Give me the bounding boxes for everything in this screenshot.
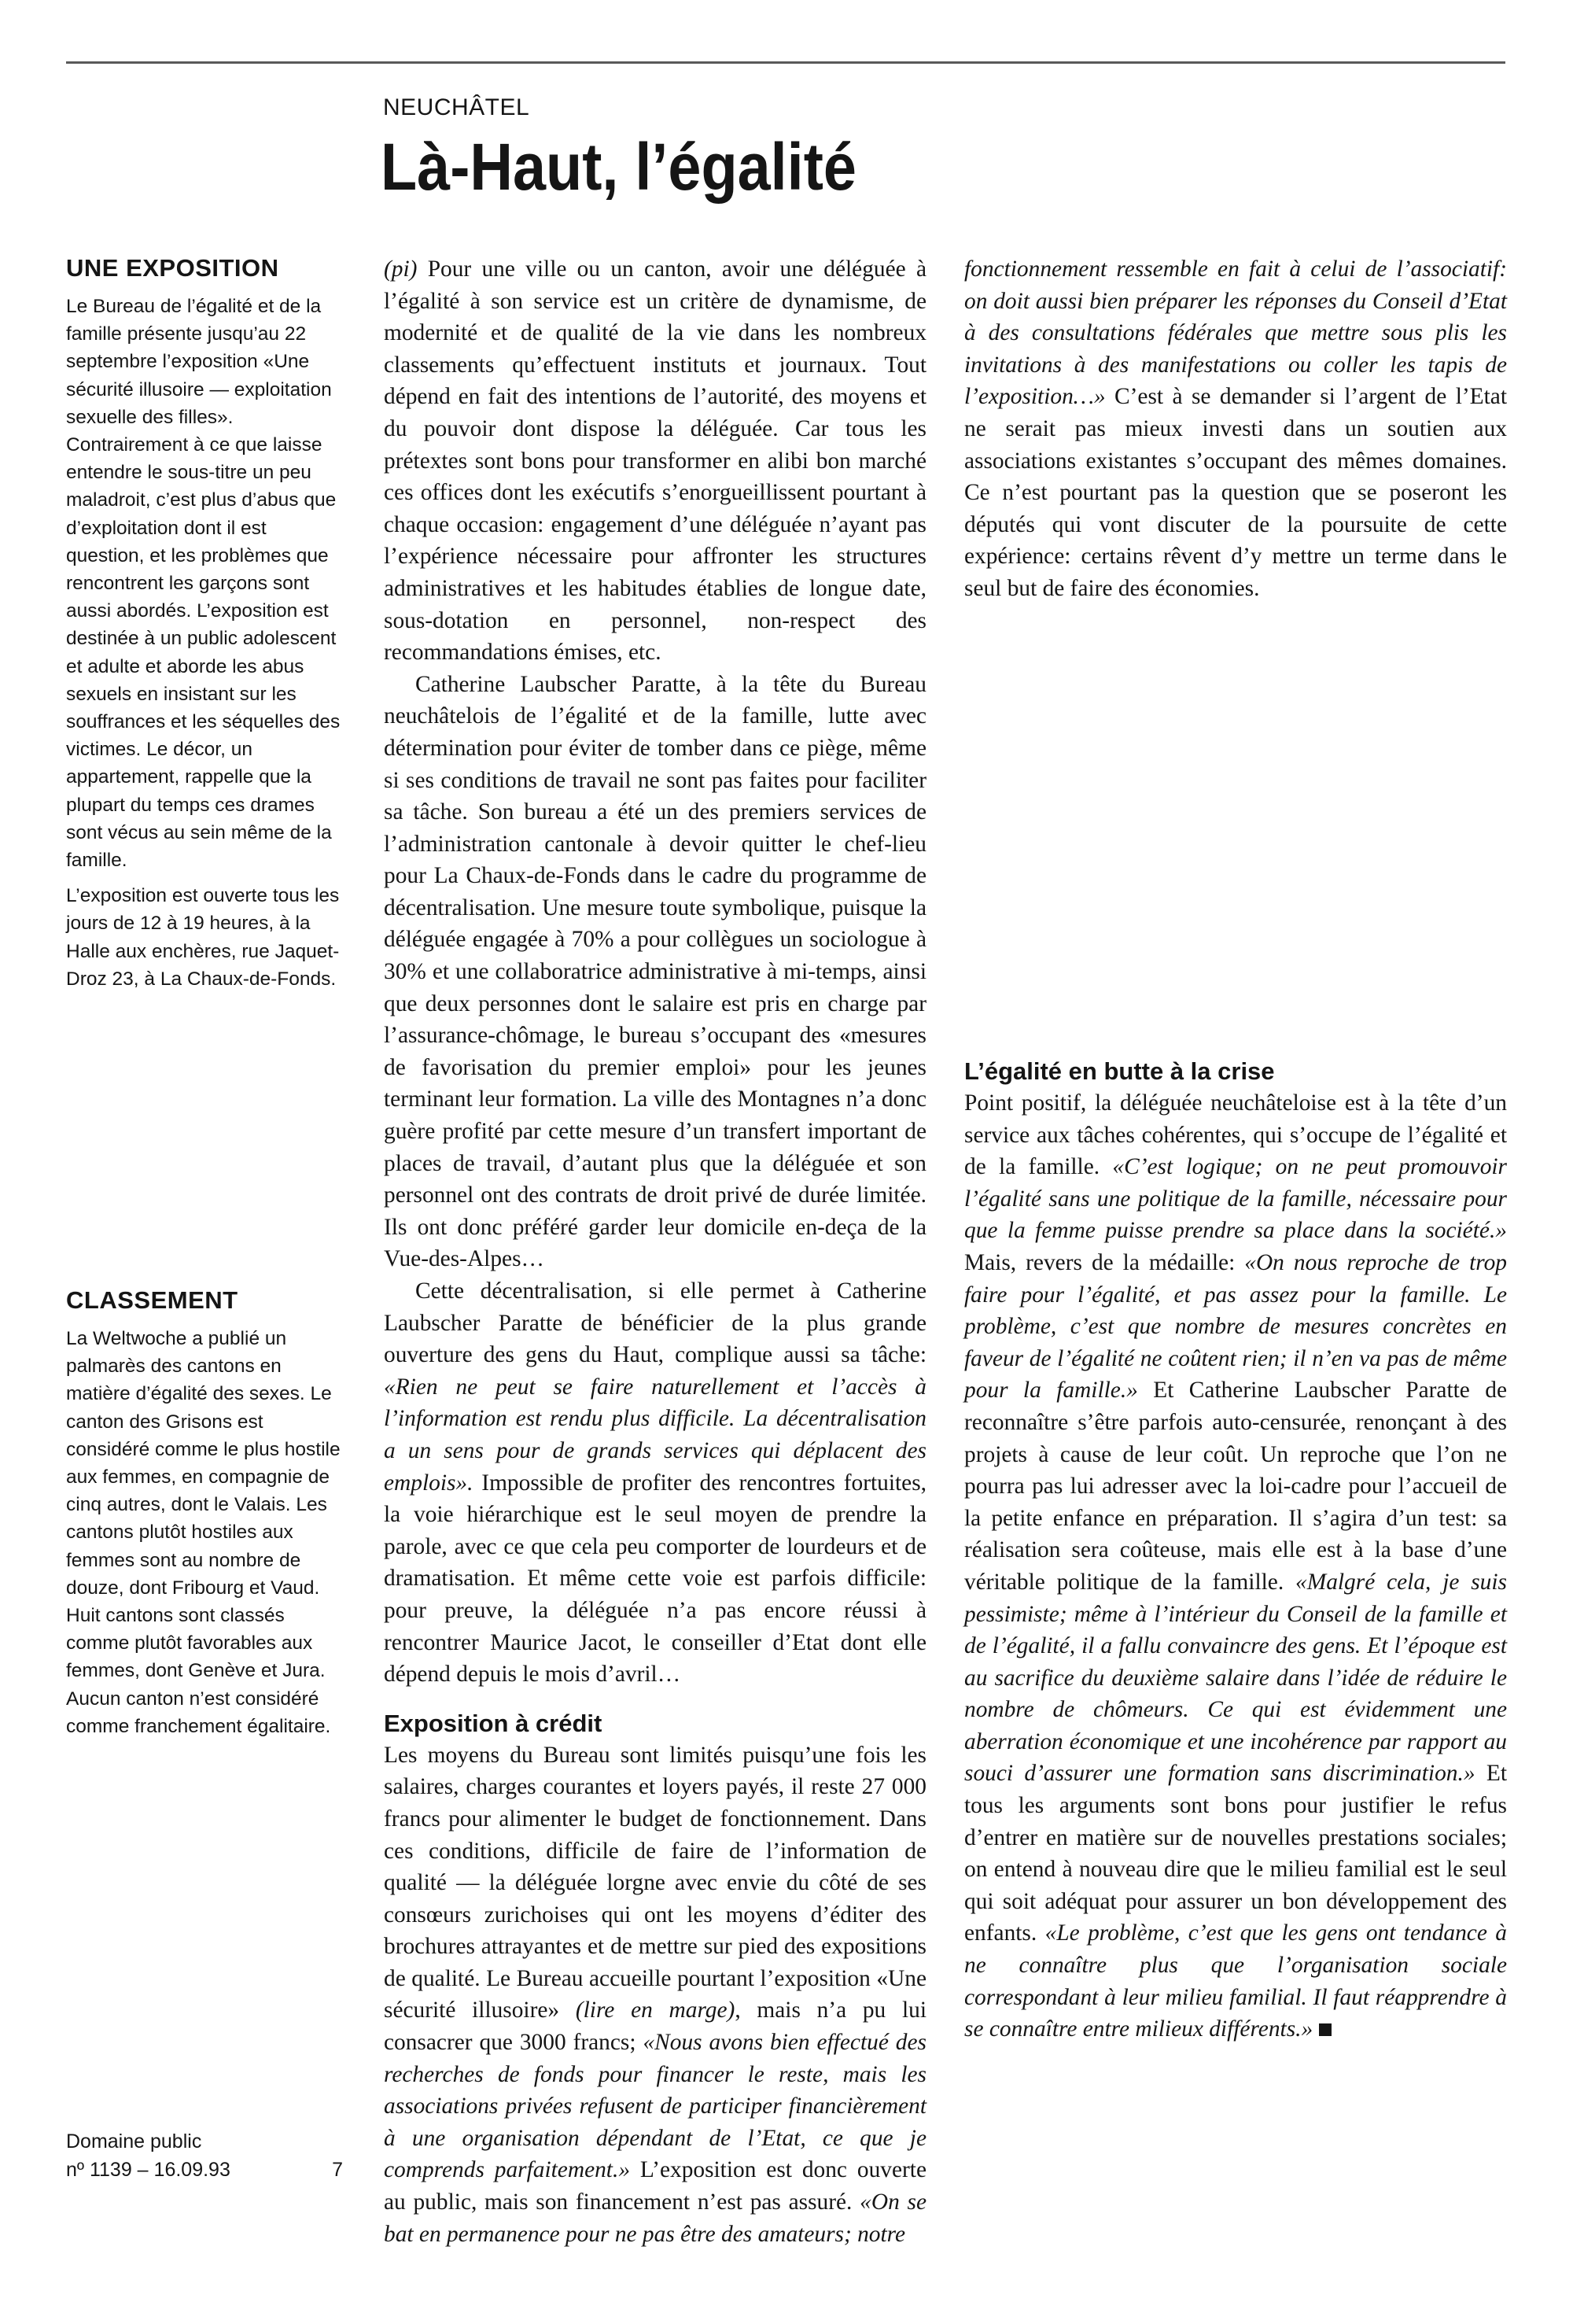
sidebar-classement-text: La Weltwoche a publié un palmarès des cantons en matière d’égalité des sexes. Le canton des Grisons est considéré comme le plus hostile aux femmes, en compagnie de cinq autres, dont le Valais. Les cantons plutôt hostiles aux femmes sont au nombre de douze, dont Fribourg et Vaud. Huit cantons sont classés comme plutôt favorables aux femmes, dont Genève et Jura. Aucun canton n’est considéré comme franchement égalitaire.: [66, 1328, 341, 1737]
article-paragraph-continued: fonctionnement ressemble en fait à celui de l’associatif: on doit aussi bien préparer les réponses du Conseil d’Etat à des consultations fédérales que mettre sous plis les invitations à des manifestations ou coller les tapis de l’exposition…» C’est à se demander si l’argent de l’Etat ne serait pas mieux investi dans un soutien aux associations existantes s’occupant des mêmes domaines. Ce n’est pourtant pas la question que se poseront les députés qui vont discuter de la poursuite de cette expérience: certains rêvent d’y mettre un terme dans le seul but de faire des économies.: [964, 256, 1507, 601]
article-paragraph: Cette décentralisation, si elle permet à Catherine Laubscher Paratte de bénéficier de la plus grande ouverture des gens du Haut, complique aussi sa tâche: «Rien ne peut se faire naturellement et l’accès à l’information est rendu plus difficile. La décentralisation a un sens pour de grands services qui déplacent des emplois». Impossible de profiter des rencontres fortuites, la voie hiérarchique est le seul moyen de prendre la parole, avec ce que cela peu comporter de lourdeurs et de dramatisation. Et même cette voie est parfois difficile: pour preuve, la déléguée n’a pas encore réussi à rencontrer Maurice Jacot, le conseiller d’Etat dont elle dépend depuis le mois d’avril…: [384, 1278, 926, 1688]
article-column-1: [384, 253, 926, 2250]
sidebar-classement: [66, 1286, 343, 1740]
end-mark-icon: [1319, 2023, 1332, 2036]
article-column-2-crise: [964, 1056, 1507, 2045]
top-rule: [66, 61, 1505, 64]
sidebar-heading-classement: CLASSEMENT: [66, 1286, 238, 1314]
section-kicker: NEUCHÂTEL: [383, 94, 530, 120]
quote: fonctionnement ressemble en fait à celui de l’associatif: on doit aussi bien préparer les réponses du Conseil d’Etat à des consultations fédérales que mettre sous plis les invitations à des manifestations ou coller les tapis de l’exposition…»: [964, 256, 1507, 410]
subheading-crise: L’égalité en butte à la crise: [964, 1057, 1275, 1085]
quote: «On se bat en permanence pour ne pas être des amateurs; notre: [384, 2189, 926, 2247]
page-footer: [66, 2127, 343, 2184]
sidebar-heading-exposition: UNE EXPOSITION: [66, 254, 279, 282]
quote: «Malgré cela, je suis pessimiste; même à l’intérieur du Conseil de la famille et de l’égalité, il a fallu convaincre des gens. Et l’époque est au sacrifice du deuxième salaire dans l’idée de réduire le nombre de chômeurs. Ce qui est évidemment une aberration économique et une incohérence par rapport au souci d’assurer une formation sans discrimination.»: [964, 1569, 1507, 1787]
quote: «Rien ne peut se faire naturellement et l’accès à l’information est rendu plus difficile. La décentralisation a un sens pour de grands services qui déplacent des emplois».: [384, 1374, 926, 1496]
margin-reference: (lire en marge): [575, 1998, 735, 2023]
article-paragraph: Les moyens du Bureau sont limités puisqu’une fois les salaires, charges courantes et loyers payés, il reste 27 000 francs pour alimenter le budget de fonctionnement. Dans ces conditions, difficile de faire de l’information de qualité — la déléguée lorgne avec envie du côté de ses consœurs zurichoises qui ont les moyens d’éditer des brochures attrayantes et de mettre sur pied des expositions de qualité. Le Bureau accueille pourtant l’exposition «Une sécurité illusoire» (lire en marge), mais n’a pu lui consacrer que 3000 francs; «Nous avons bien effectué des recherches de fonds pour financer le reste, mais les associations privées refusent de participer financièrement à une organisation dépendant de l’Etat, ce que je comprends parfaitement.» L’exposition est donc ouverte au public, mais son financement n’est pas assuré. «On se bat en permanence pour ne pas être des amateurs; notre: [384, 1742, 926, 2247]
article-paragraph: (pi) Pour une ville ou un canton, avoir une déléguée à l’égalité à son service est un critère de dynamisme, de modernité et de qualité de la vie dans les nombreux classements qu’effectuent instituts et journaux. Tout dépend en fait des intentions de l’autorité, des moyens et du pouvoir dont dispose la déléguée. Car tous les prétextes sont bons pour transformer en alibi bon marché ces offices dont les exécutifs s’enorgueillissent pourtant à chaque occasion: engagement d’une déléguée n’ayant pas l’expérience nécessaire pour affronter les structures administratives et les habitudes établies de longue date, sous-dotation en personnel, non-respect des recommandations émises, etc.: [384, 256, 926, 666]
author-signature: (pi): [384, 256, 418, 282]
article-paragraph: Catherine Laubscher Paratte, à la tête du Bureau neuchâtelois de l’égalité et de la famille, lutte avec détermination pour éviter de tomber dans ce piège, même si ses conditions de travail ne sont pas faites pour faciliter sa tâche. Son bureau a été un des premiers services de l’administration cantonale à devoir quitter le chef-lieu pour La Chaux-de-Fonds dans le cadre du programme de décentralisation. Une mesure toute symbolique, puisque la déléguée engagée à 70% a pour collègues un sociologue à 30% et une collaboratrice administrative à mi-temps, ainsi que deux personnes dont le salaire est pris en charge par l’assurance-chômage, le bureau s’occupant des «mesures de favorisation du premier emploi» pour les jeunes terminant leur formation. La ville des Montagnes n’a donc guère profité par cette mesure d’un transfert important de places de travail, d’autant plus que la déléguée et son personnel ont des contrats de droit privé de durée limitée. Ils ont donc préféré garder leur domicile en-deça de la Vue-des-Alpes…: [384, 671, 926, 1272]
page-number: 7: [332, 2159, 343, 2181]
publication-name: Domaine public: [66, 2130, 202, 2152]
quote: «On nous reproche de trop faire pour l’égalité, et pas assez pour la famille. Le problème, c’est que nombre de mesures concrètes en faveur de l’égalité ne coûtent rien; il n’en va pas de même pour la famille.»: [964, 1249, 1507, 1404]
article-column-2: [964, 253, 1507, 605]
quote: «C’est logique; on ne peut promouvoir l’égalité sans une politique de la famille, nécessaire pour que la femme puisse prendre sa place dans la société.»: [964, 1154, 1507, 1244]
quote: «Le problème, c’est que les gens ont tendance à ne connaître plus que l’organisation sociale correspondant à leur milieu familial. Il faut réapprendre à se connaître entre milieux différents.»: [964, 1920, 1507, 2042]
subheading-credit: Exposition à crédit: [384, 1709, 602, 1737]
sidebar-exposition: [66, 253, 343, 993]
quote: «Nous avons bien effectué des recherches de fonds pour financer le reste, mais les associations privées refusent de participer financièrement à une organisation dépendant de l’Etat, ce que je comprends parfaitement.»: [384, 2030, 926, 2183]
issue-line: [66, 2156, 343, 2184]
sidebar-exposition-hours: L’exposition est ouverte tous les jours de 12 à 19 heures, à la Halle aux enchères, rue Jaquet-Droz 23, à La Chaux-de-Fonds.: [66, 885, 340, 990]
article-title: Là-Haut, l’égalité: [381, 130, 856, 204]
sidebar-exposition-text: Le Bureau de l’égalité et de la famille présente jusqu’au 22 septembre l’exposition «Une sécurité illusoire — exploitation sexuelle des filles». Contrairement à ce que laisse entendre le sous-titre un peu maladroit, c’est plus d’abus que d’exploitation dont il est question, et les problèmes que rencontrent les garçons sont aussi abordés. L’exposition est destinée à un public adolescent et adulte et aborde les abus sexuels en insistant sur les souffrances et les séquelles des victimes. Le décor, un appartement, rappelle que la plupart du temps ces drames sont vécus au sein même de la famille.: [66, 296, 341, 872]
issue-number: nº 1139 – 16.09.93: [66, 2159, 230, 2181]
article-paragraph: Point positif, la déléguée neuchâteloise est à la tête d’un service aux tâches cohérentes, qui s’occupe de l’égalité et de la famille. «C’est logique; on ne peut promouvoir l’égalité sans une politique de la famille, nécessaire pour que la femme puisse prendre sa place dans la société.» Mais, revers de la médaille: «On nous reproche de trop faire pour l’égalité, et pas assez pour la famille. Le problème, c’est que nombre de mesures concrètes en faveur de l’égalité ne coûtent rien; il n’en va pas de même pour la famille.» Et Catherine Laubscher Paratte de reconnaître s’être parfois auto-censurée, renonçant à des projets à cause de leur coût. Un reproche que l’on ne pourra pas lui adresser avec la loi-cadre pour l’accueil de la petite enfance en préparation. Il s’agira d’un test: sa réalisation sera coûteuse, mais elle est à la base d’une véritable politique de la famille. «Malgré cela, je suis pessimiste; même à l’intérieur du Conseil de la famille et de l’égalité, il a fallu convaincre des gens. Et l’époque est au sacrifice du deuxième salaire dans l’idée de réduire le nombre de chômeurs. Ce qui est évidemment une aberration économique et une incohérence par rapport au souci d’assurer une formation sans discrimination.» Et tous les arguments sont bons pour justifier le refus d’entrer en matière sur de nouvelles prestations sociales; on entend à nouveau dire que le milieu familial est le seul qui soit adéquat pour assurer un bon développement des enfants. «Le problème, c’est que les gens ont tendance à ne connaître plus que l’organisation sociale correspondant à leur milieu familial. Il faut réapprendre à se connaître entre milieux différents.»: [964, 1090, 1508, 2042]
